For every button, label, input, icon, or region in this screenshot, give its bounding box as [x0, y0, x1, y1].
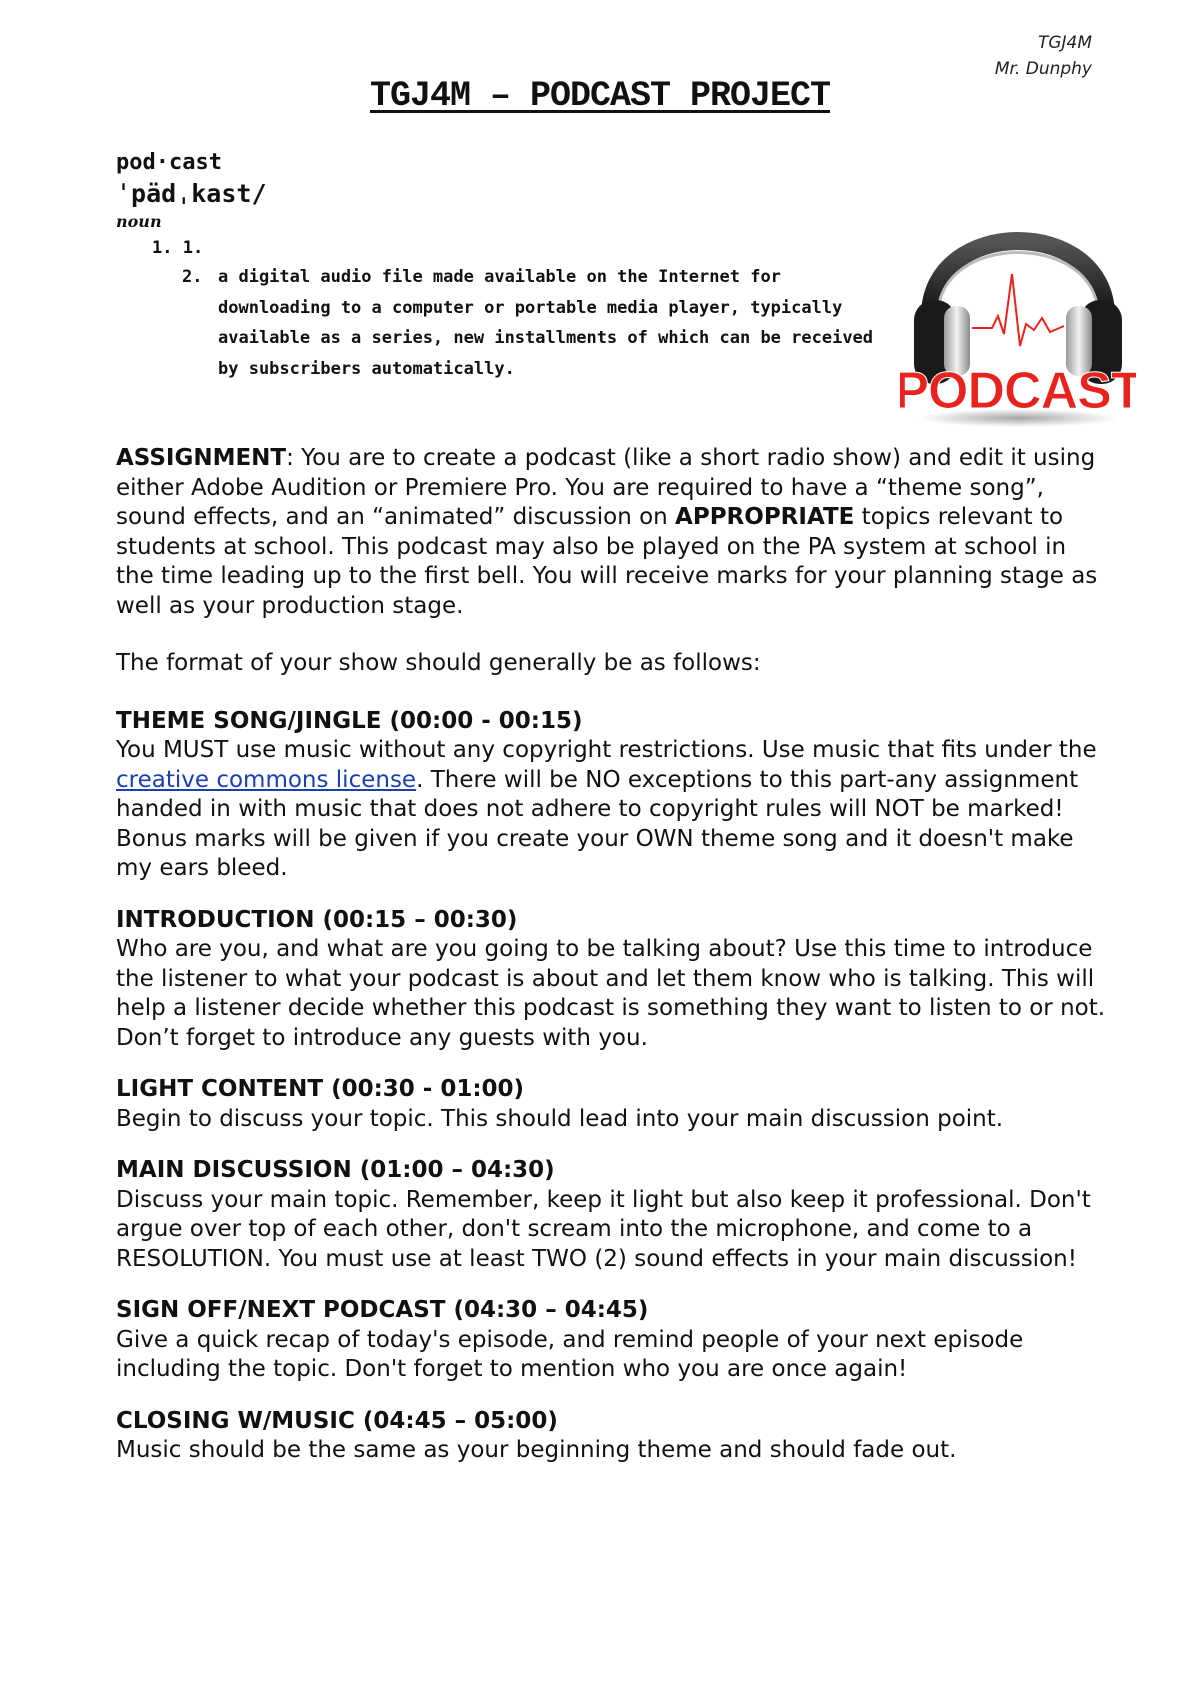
course-code: TGJ4M: [1037, 33, 1092, 53]
definition-part-of-speech: noun: [116, 212, 162, 231]
section-heading-closing: CLOSING W/MUSIC (04:45 – 05:00): [116, 1407, 558, 1434]
dictionary-definition: [116, 148, 876, 384]
assignment-label: ASSIGNMENT: [116, 445, 287, 471]
theme-text-after: . There will be NO exceptions to this part-any assignment handed in with music that does not adhere to copyright rules will NOT be marked! Bonus marks will be given if you create your OWN theme song and it doesn't make my ears bleed.: [116, 766, 1079, 881]
assignment-body: [116, 444, 1106, 1466]
page-title: TGJ4M – PODCAST PROJECT: [369, 76, 831, 116]
section-heading-main: MAIN DISCUSSION (01:00 – 04:30): [116, 1157, 555, 1183]
definition-item-1: 1. 1.: [152, 238, 204, 258]
definition-item-2: [116, 262, 876, 384]
section-text-intro: Who are you, and what are you going to be talking about? Use this time to introduce the listener to what your podcast is about and let them know who is talking. This will help a listener decide whether this podcast is something they want to listen to or not. Don’t forget to introduce any guests with you.: [116, 936, 1106, 1051]
teacher-name: Mr. Dunphy: [994, 59, 1092, 79]
assignment-text-2: topics relevant to students at school. This podcast may also be played on the PA system at school in the time leading up to the first bell. You will receive marks for your planning stage as well as your production stage.: [116, 504, 1098, 619]
section-heading-theme: THEME SONG/JINGLE (00:00 - 00:15): [116, 707, 583, 734]
podcast-logo: [900, 196, 1136, 428]
assignment-text-1: : You are to create a podcast (like a short radio show) and edit it using either Adobe Audition or Premiere Pro. You are required to have a “theme song”, sound effects, and an “animated” discussion on: [116, 445, 1096, 530]
definition-item-2-text: a digital audio file made available on the Internet for downloading to a computer or portable media player, typically available as a series, new installments of which can be received by subscribers automatically.: [218, 267, 874, 379]
definition-word: pod·cast: [116, 150, 222, 175]
definition-pronunciation: ˈpädˌkast/: [116, 179, 267, 208]
creative-commons-link[interactable]: creative commons license: [116, 766, 417, 793]
definition-item-2-number: 2.: [182, 267, 203, 287]
section-heading-intro: INTRODUCTION (00:15 – 00:30): [116, 906, 518, 933]
section-text-signoff: Give a quick recap of today's episode, and remind people of your next episode including the topic. Don't forget to mention who you are once again!: [116, 1326, 1024, 1382]
theme-text-before: You MUST use music without any copyright restrictions. Use music that fits under the: [116, 737, 1097, 763]
format-intro: The format of your show should generally be as follows:: [116, 650, 761, 676]
headphones-icon: [900, 196, 1136, 428]
section-text-main: Discuss your main topic. Remember, keep it light but also keep it professional. Don't argue over top of each other, don't scream into the microphone, and come to a RESOLUTION. You must use at least TWO (2) sound effects in your main discussion!: [116, 1186, 1091, 1272]
section-text-light: Begin to discuss your topic. This should lead into your main discussion point.: [116, 1105, 1004, 1132]
assignment-emphasis: APPROPRIATE: [675, 504, 855, 530]
section-heading-signoff: SIGN OFF/NEXT PODCAST (04:30 – 04:45): [116, 1297, 649, 1323]
section-text-closing: Music should be the same as your beginning theme and should fade out.: [116, 1437, 957, 1463]
podcast-logo-text: PODCAST: [900, 362, 1136, 420]
section-heading-light: LIGHT CONTENT (00:30 - 01:00): [116, 1076, 525, 1102]
assignment-paragraph: [116, 444, 1106, 621]
page-header: [995, 30, 1092, 82]
section-text-theme: [116, 736, 1106, 884]
